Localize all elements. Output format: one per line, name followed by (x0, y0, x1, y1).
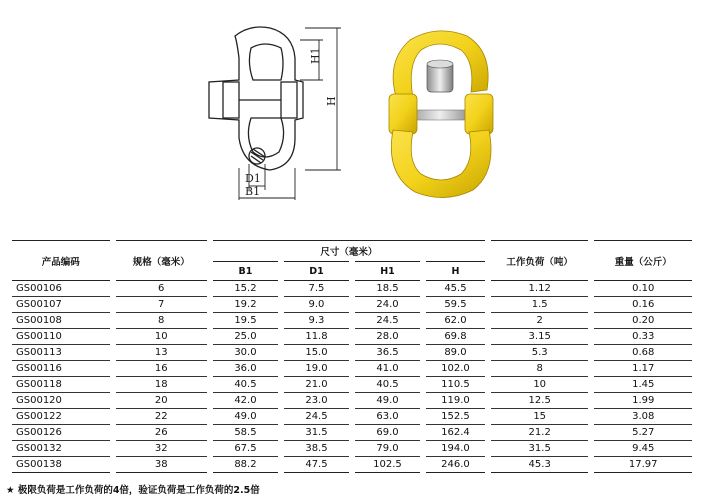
table-cell: 102.5 (355, 457, 420, 473)
table-cell: GS00110 (12, 329, 110, 345)
col-dimensions: 尺寸（毫米） (213, 240, 485, 261)
table-cell: 1.17 (594, 361, 692, 377)
table-row (12, 457, 692, 473)
table-cell: 1.5 (491, 297, 589, 313)
table-cell: 102.0 (426, 361, 485, 377)
table-row (12, 425, 692, 441)
table-cell: GS00116 (12, 361, 110, 377)
table-cell: 26 (116, 425, 207, 441)
table-cell: 15.2 (213, 281, 278, 297)
table-cell: 6 (116, 281, 207, 297)
table-cell: 8 (116, 313, 207, 329)
table-cell: 1.45 (594, 377, 692, 393)
table-cell: 11.8 (284, 329, 349, 345)
table-cell: 152.5 (426, 409, 485, 425)
table-cell: 9.45 (594, 441, 692, 457)
table-cell: 0.68 (594, 345, 692, 361)
table-cell: 5.3 (491, 345, 589, 361)
col-h1: H1 (355, 261, 420, 281)
table-cell: 49.0 (213, 409, 278, 425)
table-cell: 47.5 (284, 457, 349, 473)
table-cell: 45.5 (426, 281, 485, 297)
table-row (12, 345, 692, 361)
col-b1: B1 (213, 261, 278, 281)
table-cell: 21.0 (284, 377, 349, 393)
col-weight: 重量（公斤） (594, 240, 692, 281)
table-cell: 12.5 (491, 393, 589, 409)
table-cell: 42.0 (213, 393, 278, 409)
table-cell: 20 (116, 393, 207, 409)
table-row (12, 313, 692, 329)
table-cell: 38 (116, 457, 207, 473)
table-cell: 119.0 (426, 393, 485, 409)
table-cell: 19.0 (284, 361, 349, 377)
table-cell: 31.5 (491, 441, 589, 457)
table-cell: 0.16 (594, 297, 692, 313)
table-cell: 25.0 (213, 329, 278, 345)
col-code: 产品编码 (12, 240, 110, 281)
product-images (0, 0, 705, 230)
table-cell: 15.0 (284, 345, 349, 361)
table-cell: GS00108 (12, 313, 110, 329)
table-cell: 16 (116, 361, 207, 377)
table-cell: 45.3 (491, 457, 589, 473)
table-cell: 41.0 (355, 361, 420, 377)
table-cell: 58.5 (213, 425, 278, 441)
table-cell: 162.4 (426, 425, 485, 441)
table-cell: 30.0 (213, 345, 278, 361)
table-cell: 110.5 (426, 377, 485, 393)
footnote: ★ 极限负荷是工作负荷的4倍，验证负荷是工作负荷的2.5倍 (6, 485, 260, 496)
col-h: H (426, 261, 485, 281)
table-cell: 89.0 (426, 345, 485, 361)
table-cell: 24.5 (284, 409, 349, 425)
table-cell: 9.0 (284, 297, 349, 313)
table-cell: 69.8 (426, 329, 485, 345)
table-cell: 3.15 (491, 329, 589, 345)
table-cell: GS00138 (12, 457, 110, 473)
table-cell: GS00106 (12, 281, 110, 297)
upper-opening (249, 44, 283, 80)
table-cell: 1.99 (594, 393, 692, 409)
table-row (12, 409, 692, 425)
table-row (12, 361, 692, 377)
d1-label: D1 (245, 172, 261, 185)
table-cell: 28.0 (355, 329, 420, 345)
table-cell: GS00113 (12, 345, 110, 361)
table-row (12, 441, 692, 457)
table-cell: 0.20 (594, 313, 692, 329)
table-cell: 0.33 (594, 329, 692, 345)
table-cell: 23.0 (284, 393, 349, 409)
table-cell: 13 (116, 345, 207, 361)
table-cell: 67.5 (213, 441, 278, 457)
table-cell: 3.08 (594, 409, 692, 425)
table-cell: 246.0 (426, 457, 485, 473)
spec-table-body (12, 281, 692, 473)
table-cell: 10 (491, 377, 589, 393)
table-cell: 194.0 (426, 441, 485, 457)
table-cell: 63.0 (355, 409, 420, 425)
table-cell: GS00132 (12, 441, 110, 457)
table-cell: 62.0 (426, 313, 485, 329)
table-cell: 24.0 (355, 297, 420, 313)
table-cell: 0.10 (594, 281, 692, 297)
table-cell: 36.5 (355, 345, 420, 361)
table-cell: 1.12 (491, 281, 589, 297)
spec-table (6, 240, 698, 473)
table-cell: 59.5 (426, 297, 485, 313)
col-wll: 工作负荷（吨） (491, 240, 589, 281)
table-row (12, 297, 692, 313)
table-cell: 79.0 (355, 441, 420, 457)
table-cell: 5.27 (594, 425, 692, 441)
table-cell: 40.5 (355, 377, 420, 393)
table-row (12, 393, 692, 409)
table-cell: GS00120 (12, 393, 110, 409)
table-cell: 8 (491, 361, 589, 377)
table-cell: 49.0 (355, 393, 420, 409)
table-cell: 32 (116, 441, 207, 457)
table-cell: GS00118 (12, 377, 110, 393)
table-cell: 15 (491, 409, 589, 425)
table-cell: 10 (116, 329, 207, 345)
h-label: H (325, 96, 338, 106)
table-row (12, 329, 692, 345)
table-cell: 22 (116, 409, 207, 425)
table-cell: 19.2 (213, 297, 278, 313)
table-cell: 2 (491, 313, 589, 329)
table-cell: 88.2 (213, 457, 278, 473)
table-cell: 19.5 (213, 313, 278, 329)
table-cell: 9.3 (284, 313, 349, 329)
table-cell: 17.97 (594, 457, 692, 473)
h1-label: H1 (309, 47, 322, 64)
table-cell: GS00107 (12, 297, 110, 313)
table-cell: 38.5 (284, 441, 349, 457)
col-d1: D1 (284, 261, 349, 281)
table-cell: 18 (116, 377, 207, 393)
table-cell: 31.5 (284, 425, 349, 441)
table-cell: GS00126 (12, 425, 110, 441)
table-cell: GS00122 (12, 409, 110, 425)
table-cell: 36.0 (213, 361, 278, 377)
dimension-diagram (195, 18, 355, 203)
b1-label: B1 (245, 185, 261, 198)
table-row (12, 377, 692, 393)
table-cell: 40.5 (213, 377, 278, 393)
table-cell: 18.5 (355, 281, 420, 297)
col-size: 规格（毫米） (116, 240, 207, 281)
table-cell: 21.2 (491, 425, 589, 441)
table-row (12, 281, 692, 297)
table-cell: 24.5 (355, 313, 420, 329)
lower-opening (248, 118, 283, 157)
product-photo (375, 22, 505, 202)
table-cell: 7 (116, 297, 207, 313)
table-cell: 7.5 (284, 281, 349, 297)
table-cell: 69.0 (355, 425, 420, 441)
